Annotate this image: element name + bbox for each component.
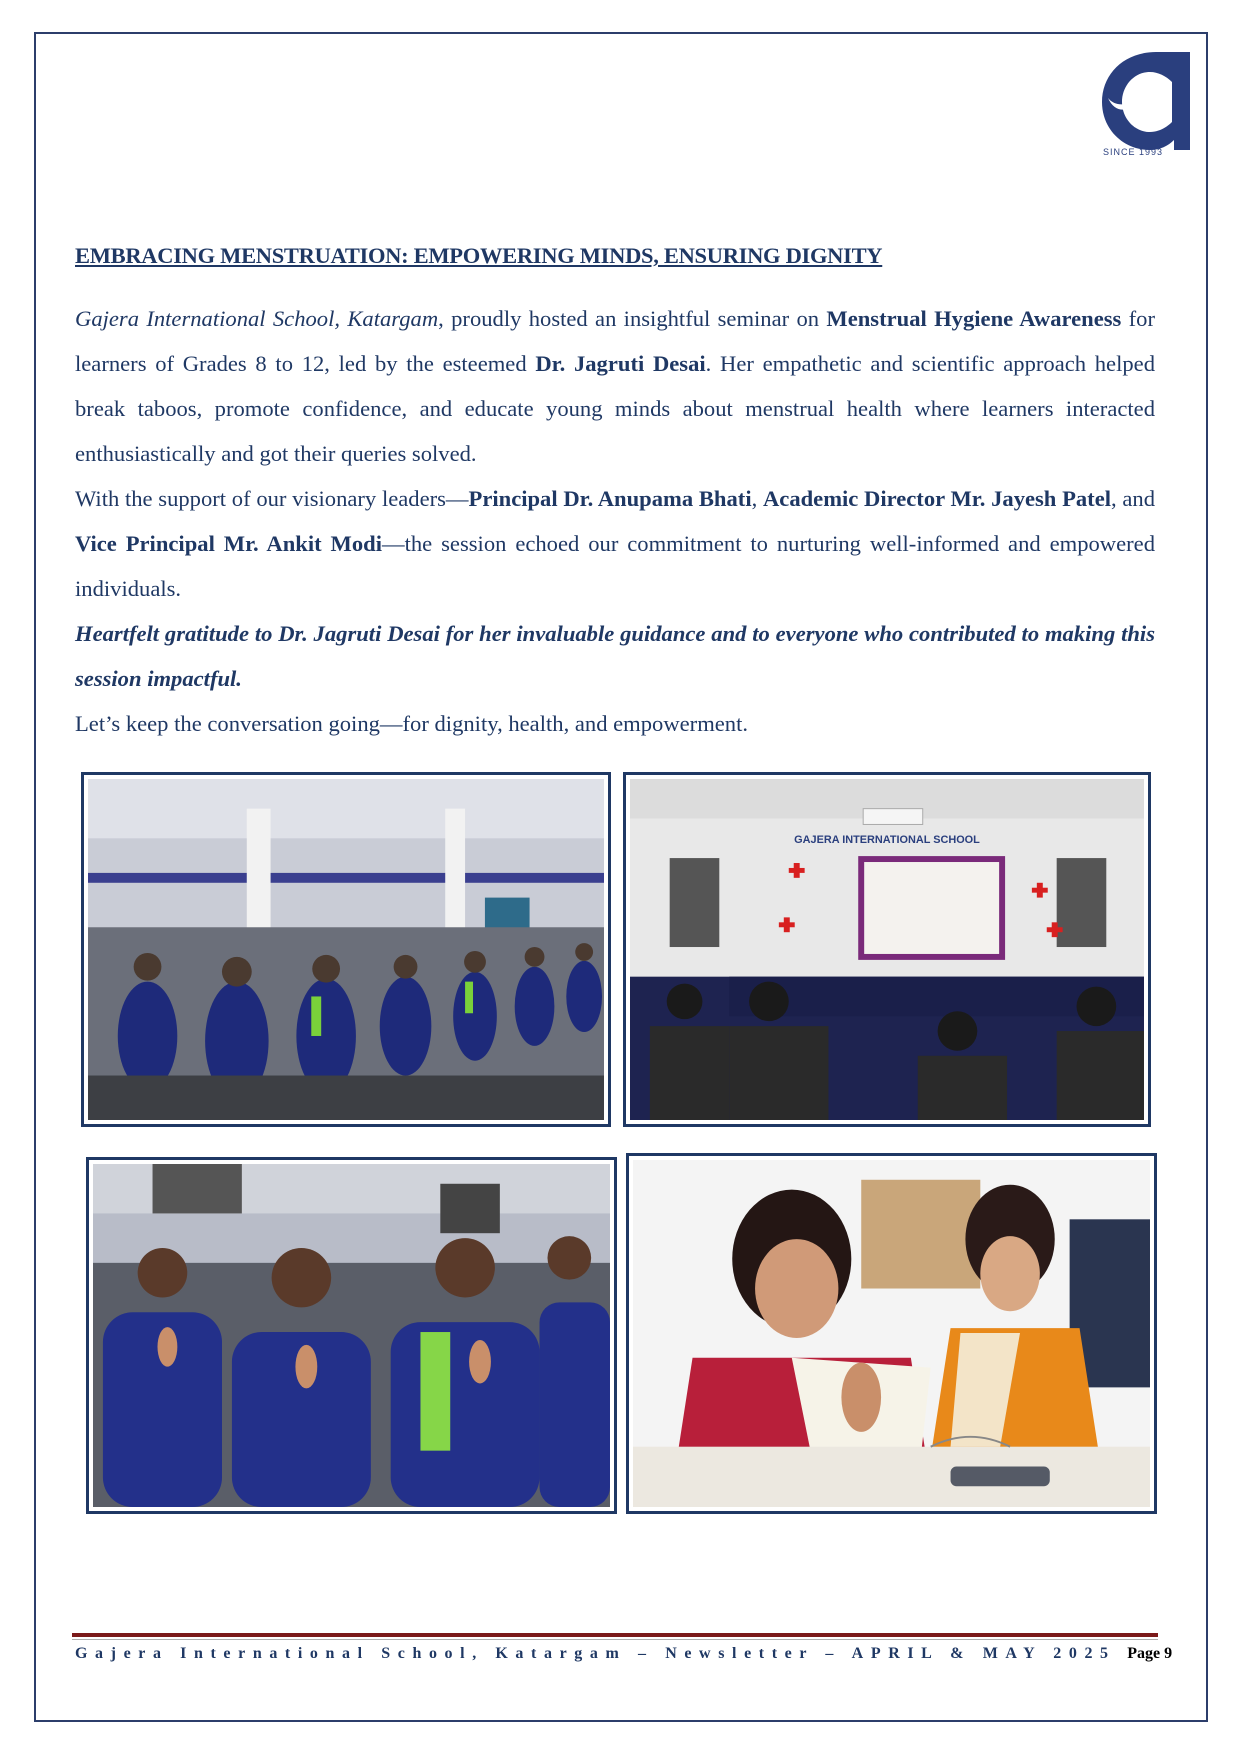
page-number: Page 9 [1127, 1645, 1173, 1662]
director-name: Academic Director Mr. Jayesh Patel [762, 486, 1112, 511]
footer-rule-thin [72, 1639, 1158, 1640]
paragraph-1: Gajera International School, Katargam, proudly hosted an insightful seminar on Menstrual Hygiene Awareness for learners of Grades 8 to 12, led by the esteemed Dr. Jagruti Desai. Her empathetic and scientific approach helped break taboos, promote confidence, and educate young minds about menstrual health where learners interacted enthusiastically and got their queries solved. [75, 306, 1155, 466]
school-logo [1094, 46, 1198, 162]
vice-principal-name: Vice Principal Mr. Ankit Modi [75, 531, 383, 556]
photo-students-praying [86, 1157, 617, 1514]
footer-text: Gajera International School, Katargam – Newsletter – APRIL & MAY 2025 [75, 1645, 1116, 1662]
photo-students-praying-image [93, 1164, 610, 1507]
school-name: Gajera International School, Katargam [75, 306, 439, 331]
article-title: EMBRACING MENSTRUATION: EMPOWERING MINDS, ENSURING DIGNITY [75, 243, 883, 268]
speaker-name: Dr. Jagruti Desai [535, 351, 706, 376]
paragraph-2: With the support of our visionary leaders—Principal Dr. Anupama Bhati, Academic Director Mr. Jayesh Patel, and Vice Principal Mr. Ankit Modi—the session echoed our commitment to nurturing well-informed and empowered individuals. [75, 486, 1155, 601]
screen-banner-text: GAJERA INTERNATIONAL SCHOOL [794, 834, 980, 847]
photo-stage-projection [623, 772, 1151, 1127]
photo-students-hall [81, 772, 611, 1127]
seminar-topic: Menstrual Hygiene Awareness [826, 306, 1122, 331]
photo-stage-projection-image [630, 779, 1144, 1120]
article-body [75, 296, 1155, 746]
logo-since-text: SINCE 1993 [1103, 147, 1164, 157]
photo-students-hall-image [88, 779, 604, 1120]
paragraph-4: Let’s keep the conversation going—for dignity, health, and empowerment. [75, 711, 749, 736]
photo-guests-praying-image [633, 1160, 1150, 1507]
footer [75, 1645, 1175, 1663]
footer-rule [72, 1633, 1158, 1637]
photo-guests-praying [626, 1153, 1157, 1514]
gratitude-text: Heartfelt gratitude to Dr. Jagruti Desai for her invaluable guidance and to everyone who contributed to making this session impactful. [75, 621, 1155, 691]
paragraph-3 [75, 611, 1155, 701]
principal-name: Principal Dr. Anupama Bhati [468, 486, 752, 511]
